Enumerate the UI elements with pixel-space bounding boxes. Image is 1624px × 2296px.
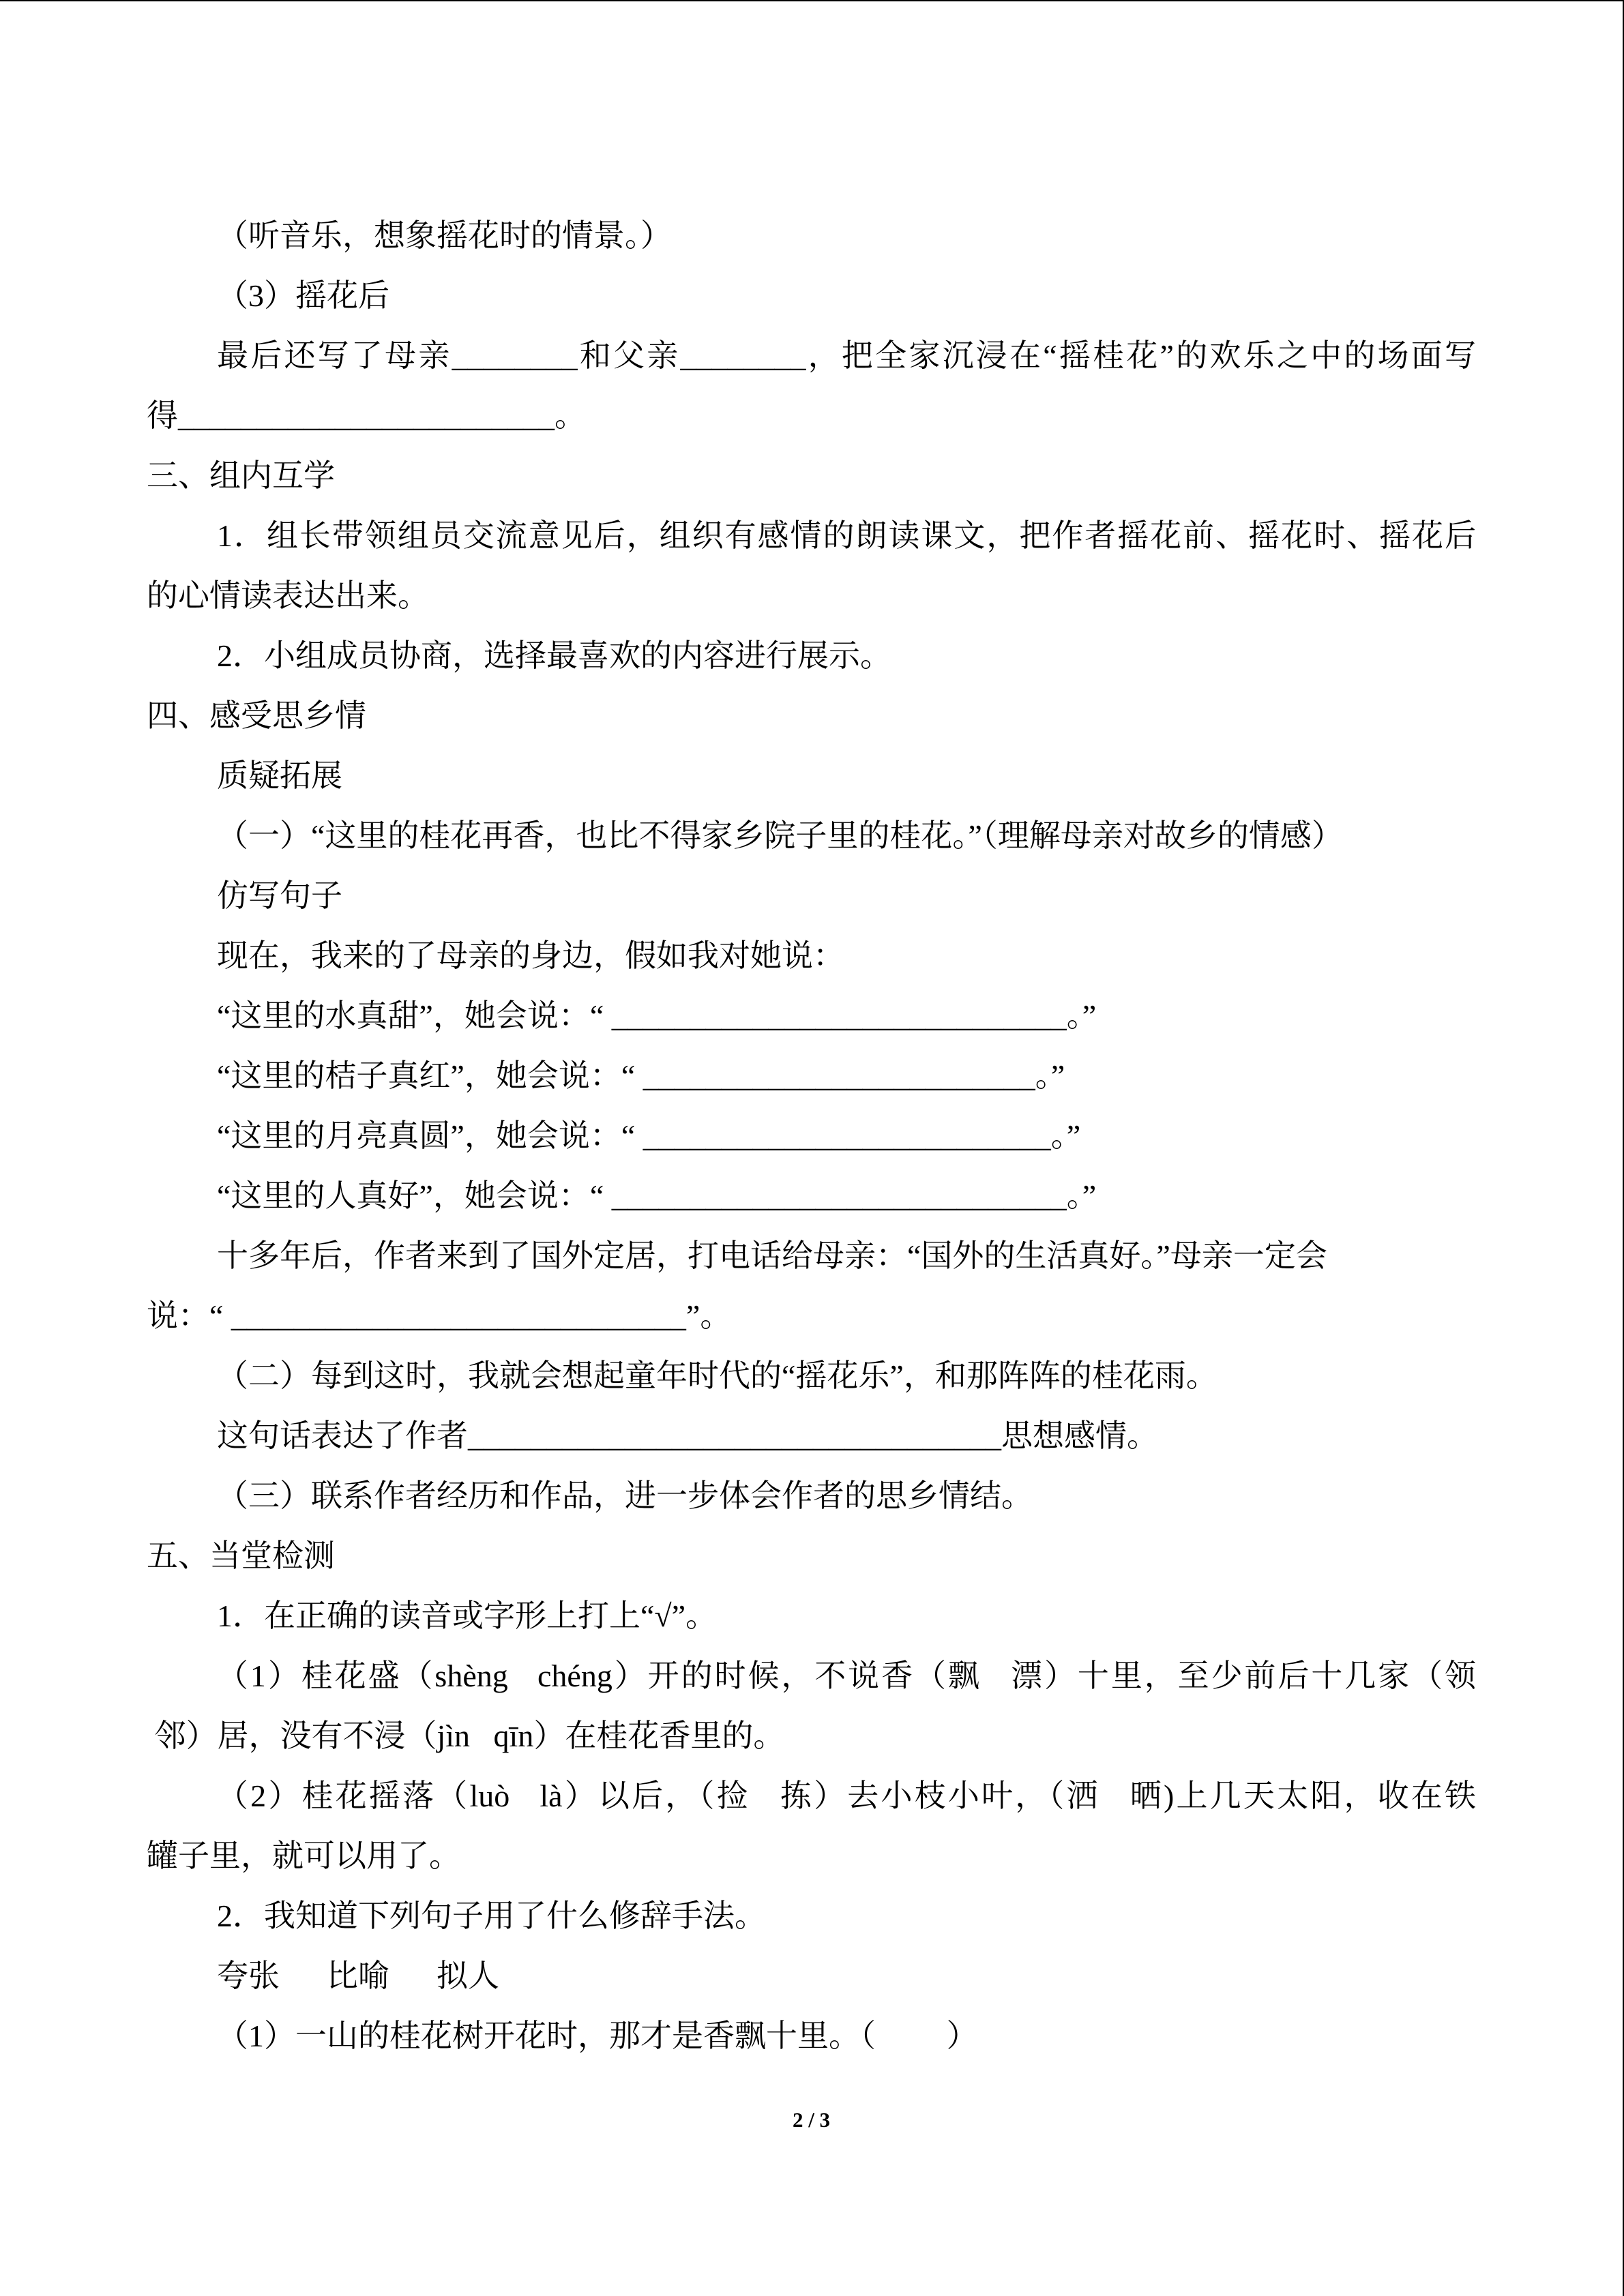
pronunciation-choice-line-continued: 邻）居，没有不浸（jìn qīn）在桂花香里的。	[147, 1718, 785, 1753]
quote-item: （一）“这里的桂花再香，也比不得家乡院子里的桂花。”（理解母亲对故乡的情感）	[217, 818, 1343, 853]
page-number: 2 / 3	[792, 2108, 831, 2132]
pronunciation-choice-line: （1）桂花盛（shèng chéng）开的时候，不说香（飘 漂）十里，至少前后十几家（领	[217, 1658, 1476, 1693]
task-item: 2．小组成员协商，选择最喜欢的内容进行展示。	[217, 638, 891, 673]
page-body	[147, 206, 1476, 2066]
task-item: 1．组长带领组员交流意见后，组织有感情的朗读课文，把作者摇花前、摇花时、摇花后	[217, 518, 1476, 553]
question-item: 2．我知道下列句子用了什么修辞手法。	[217, 1898, 766, 1933]
text-line: 十多年后，作者来到了国外定居，打电话给母亲：“国外的生活真好。”母亲一定会	[217, 1238, 1327, 1273]
subheading: 仿写句子	[217, 878, 342, 913]
task-item-continued: 的心情读表达出来。	[147, 578, 429, 613]
fill-in-blank-sentence: 最后还写了母亲________和父亲________，把全家沉浸在“摇桂花”的欢乐之中的场面写	[217, 338, 1476, 373]
imitation-sentence-blank: “这里的水真甜”，她会说：“ _____________________________。”	[217, 998, 1097, 1033]
subheading: 质疑拓展	[217, 758, 342, 793]
rhetoric-options: 夸张 比喻 拟人	[217, 1958, 499, 1993]
fill-in-blank-sentence-continued: 得________________________。	[147, 398, 586, 433]
fill-in-blank-sentence: 这句话表达了作者__________________________________思想感情。	[217, 1418, 1158, 1453]
section-heading-4: 四、感受思乡情	[147, 698, 366, 733]
question-item: （1）一山的桂花树开花时，那才是香飘十里。（ ）	[217, 2018, 978, 2053]
pronunciation-choice-line-continued: 罐子里，就可以用了。	[147, 1838, 460, 1873]
section-heading-5: 五、当堂检测	[147, 1538, 335, 1573]
subsection-label: （3）摇花后	[217, 278, 389, 313]
section-heading-3: 三、组内互学	[147, 458, 335, 493]
instruction-note: （听音乐，想象摇花时的情景。）	[217, 218, 672, 253]
pronunciation-choice-line: （2）桂花摇落（luò là）以后，（捡 拣）去小枝小叶，（洒 晒)上几天太阳，收在铁	[217, 1778, 1476, 1813]
text-line: 现在，我来的了母亲的身边，假如我对她说：	[217, 938, 844, 973]
fill-in-blank-sentence: 说：“ _____________________________”。	[147, 1298, 732, 1333]
task-item: （三）联系作者经历和作品，进一步体会作者的思乡情结。	[217, 1478, 1033, 1513]
imitation-sentence-blank: “这里的桔子真红”，她会说：“ _________________________。”	[217, 1058, 1065, 1093]
quote-item: （二）每到这时，我就会想起童年时代的“摇花乐”，和那阵阵的桂花雨。	[217, 1358, 1217, 1393]
imitation-sentence-blank: “这里的月亮真圆”，她会说：“ __________________________。”	[217, 1118, 1081, 1153]
question-item: 1．在正确的读音或字形上打上“√”。	[217, 1598, 718, 1633]
imitation-sentence-blank: “这里的人真好”，她会说：“ _____________________________。”	[217, 1178, 1097, 1213]
